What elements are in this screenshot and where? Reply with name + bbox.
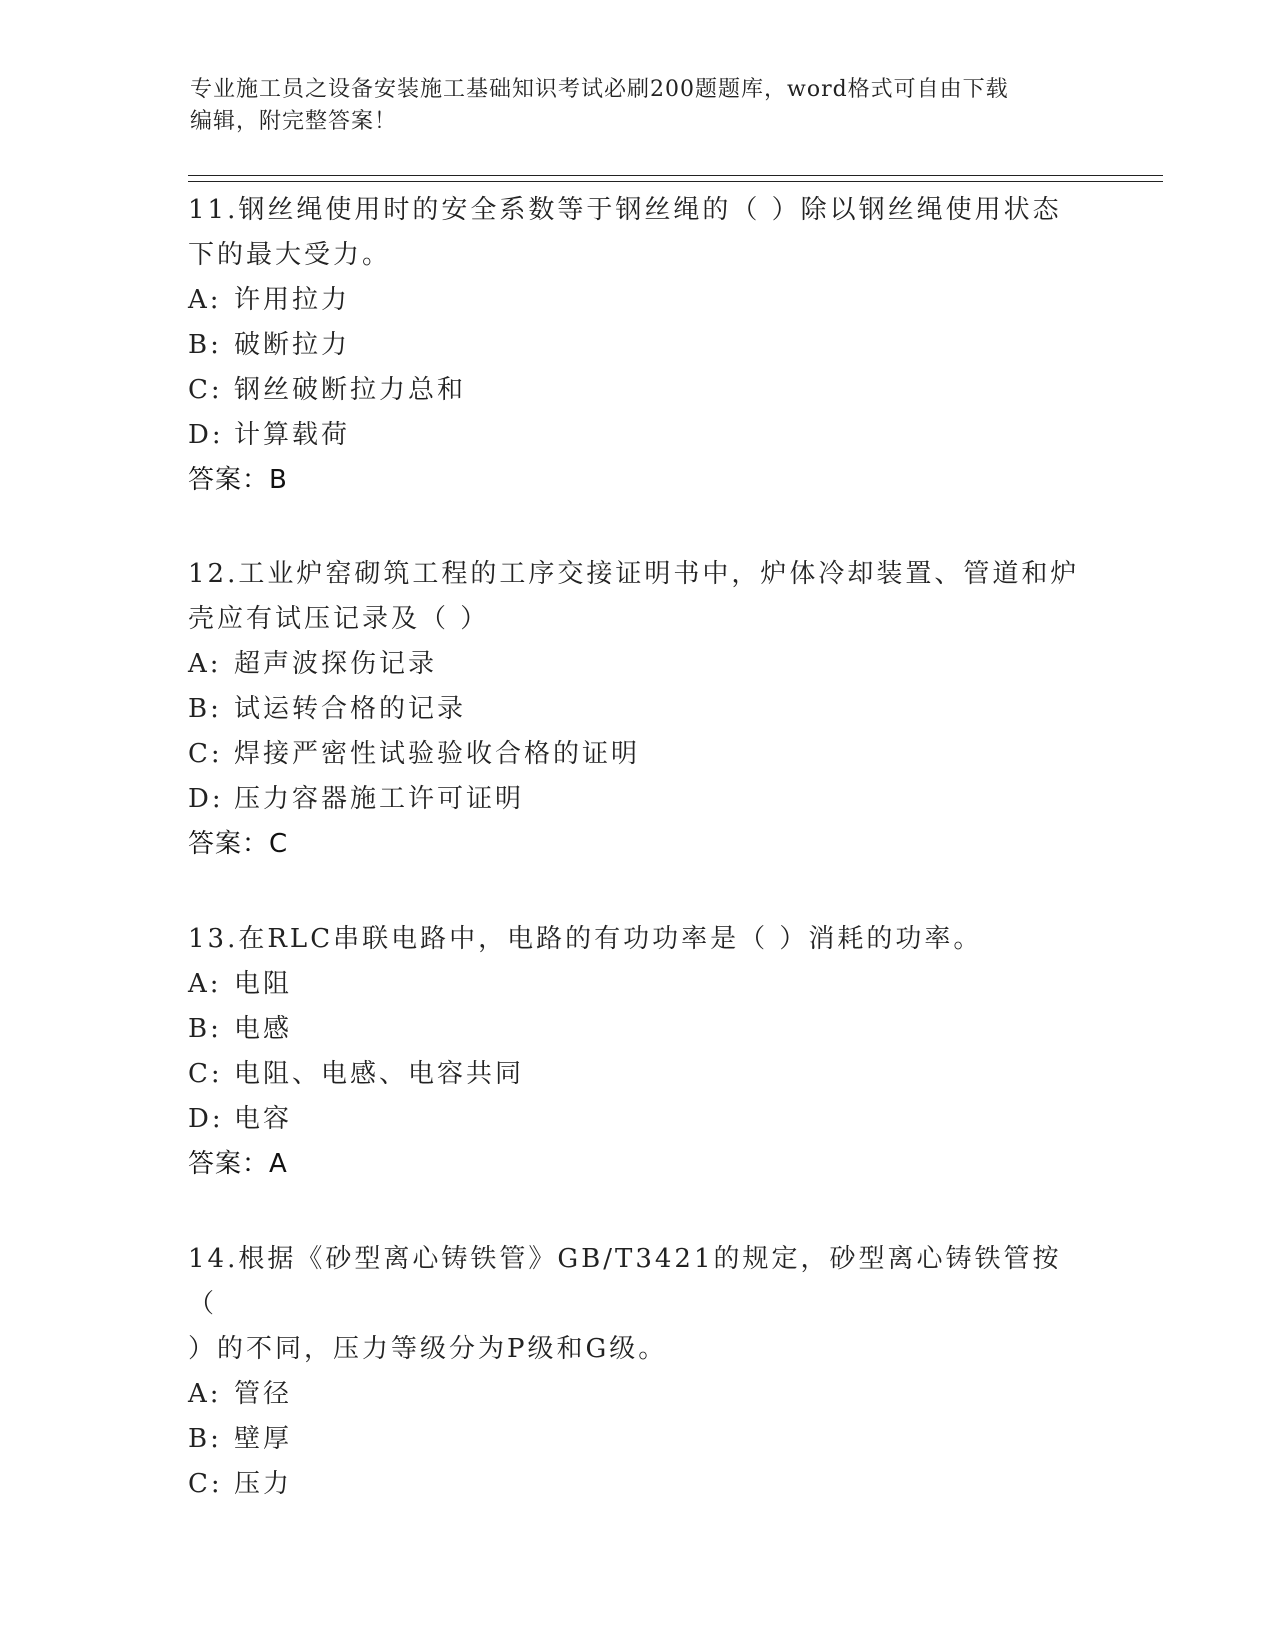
question-text-line-2: 壳应有试压记录及（ ） <box>188 604 490 634</box>
question-13 <box>188 917 1088 1187</box>
option-letter: C: <box>188 739 223 769</box>
option-a <box>188 642 1088 687</box>
question-14 <box>188 1237 1088 1507</box>
option-text: 电容 <box>234 1104 293 1134</box>
option-letter: C: <box>188 1059 223 1089</box>
option-text: 破断拉力 <box>234 330 351 360</box>
option-c <box>188 368 1088 413</box>
option-a <box>188 278 1088 323</box>
option-d <box>188 777 1088 822</box>
option-text: 压力容器施工许可证明 <box>234 784 525 814</box>
option-c <box>188 1052 1088 1097</box>
option-text: 管径 <box>234 1379 293 1409</box>
header-line-1: 专业施工员之设备安装施工基础知识考试必刷200题题库，word格式可自由下载 <box>190 77 1009 102</box>
option-b <box>188 1417 1088 1462</box>
option-text: 许用拉力 <box>234 285 351 315</box>
option-text: 钢丝破断拉力总和 <box>234 375 467 405</box>
option-text: 超声波探伤记录 <box>234 649 438 679</box>
option-a <box>188 962 1088 1007</box>
question-12 <box>188 552 1088 867</box>
option-letter: A: <box>188 1379 222 1409</box>
option-c <box>188 732 1088 777</box>
option-c <box>188 1462 1088 1507</box>
question-text-line-1: 12.工业炉窑砌筑工程的工序交接证明书中，炉体冷却装置、管道和炉 <box>188 559 1080 589</box>
option-letter: B: <box>188 1424 222 1454</box>
option-b <box>188 323 1088 368</box>
option-text: 壁厚 <box>234 1424 293 1454</box>
option-letter: A: <box>188 649 222 679</box>
option-letter: B: <box>188 694 222 724</box>
answer-line: 答案：B <box>188 465 288 495</box>
option-b <box>188 687 1088 732</box>
option-b <box>188 1007 1088 1052</box>
option-letter: C: <box>188 375 223 405</box>
question-11 <box>188 188 1088 503</box>
option-text: 电阻 <box>234 969 293 999</box>
header-line-2: 编辑，附完整答案！ <box>190 109 398 134</box>
header-divider-top <box>188 175 1163 176</box>
option-letter: C: <box>188 1469 223 1499</box>
option-text: 焊接严密性试验验收合格的证明 <box>234 739 641 769</box>
option-text: 压力 <box>234 1469 293 1499</box>
document-header <box>190 74 1090 138</box>
header-divider-bottom <box>188 181 1163 182</box>
option-letter: A: <box>188 285 222 315</box>
option-letter: B: <box>188 1014 222 1044</box>
option-letter: A: <box>188 969 222 999</box>
option-d <box>188 1097 1088 1142</box>
option-text: 试运转合格的记录 <box>234 694 467 724</box>
option-letter: B: <box>188 330 222 360</box>
answer-line: 答案：C <box>188 829 289 859</box>
option-d <box>188 413 1088 458</box>
question-text-line-1: 11.钢丝绳使用时的安全系数等于钢丝绳的（ ）除以钢丝绳使用状态 <box>188 195 1062 225</box>
option-a <box>188 1372 1088 1417</box>
question-text-line-1: 14.根据《砂型离心铸铁管》GB/T3421的规定，砂型离心铸铁管按（ <box>188 1244 1062 1319</box>
option-text: 电感 <box>234 1014 293 1044</box>
option-text: 电阻、电感、电容共同 <box>234 1059 525 1089</box>
option-text: 计算载荷 <box>234 420 351 450</box>
question-text-line-2: ）的不同，压力等级分为P级和G级。 <box>188 1334 668 1364</box>
option-letter: D: <box>188 784 224 814</box>
option-letter: D: <box>188 420 224 450</box>
answer-line: 答案：A <box>188 1149 288 1179</box>
question-text-line-1: 13.在RLC串联电路中，电路的有功功率是（ ）消耗的功率。 <box>188 924 983 954</box>
question-text-line-2: 下的最大受力。 <box>188 240 392 270</box>
option-letter: D: <box>188 1104 224 1134</box>
